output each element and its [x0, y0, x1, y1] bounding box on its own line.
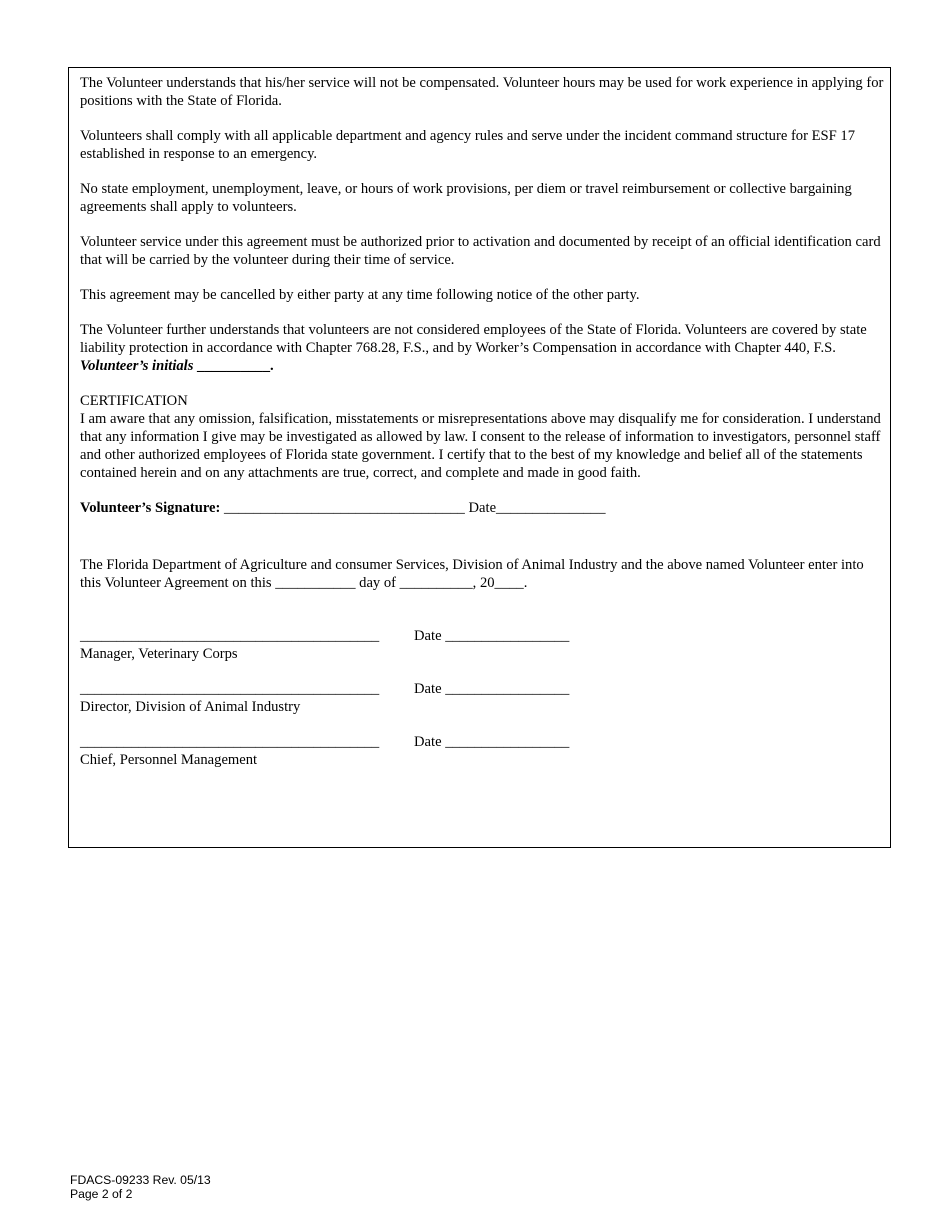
official-signature-manager [80, 627, 885, 680]
compliance-paragraph: Volunteers shall comply with all applicable department and agency rules and serve under the incident command structure for ESF 17 established in response to an emergency. [80, 128, 855, 162]
signatory-title: Director, Division of Animal Industry [80, 699, 301, 715]
volunteer-signature-field[interactable]: _________________________________ Date_______________ [220, 500, 606, 516]
official-signatures [80, 627, 885, 786]
page-number: Page 2 of 2 [70, 1187, 133, 1201]
page-footer [70, 1173, 211, 1201]
initials-blank[interactable]: __________. [193, 358, 274, 374]
signatory-title: Chief, Personnel Management [80, 752, 258, 768]
certification-heading: CERTIFICATION [80, 393, 188, 409]
official-signature-director [80, 680, 885, 733]
agreement-body [80, 74, 885, 786]
liability-text: The Volunteer further understands that volunteers are not considered employees of the State of Florida. Volunteers are covered by state liability protection in accordance with Chapter 768.28, F.S., and by Worker’s Compensation in accordance with Chapter 440, F.S. [80, 322, 867, 356]
date-field[interactable]: Date _________________ [414, 734, 570, 750]
date-field[interactable]: Date _________________ [414, 681, 570, 697]
compensation-paragraph: The Volunteer understands that his/her service will not be compensated. Volunteer hours may be used for work experience in applying for positions with the State of Florida. [80, 75, 884, 109]
authorization-paragraph: Volunteer service under this agreement must be authorized prior to activation and documented by receipt of an official identification card that will be carried by the volunteer during their time of service. [80, 234, 881, 268]
agreement-statement: The Florida Department of Agriculture and consumer Services, Division of Animal Industry and the above named Volunteer enter into this Volunteer Agreement on this ___________ day of __________, 20____. [80, 557, 864, 591]
official-signature-chief [80, 733, 885, 786]
date-field[interactable]: Date _________________ [414, 628, 570, 644]
signature-field[interactable]: _________________________________________ [80, 681, 380, 697]
volunteer-signature-line [80, 499, 885, 517]
signature-field[interactable]: _________________________________________ [80, 734, 380, 750]
initials-label: Volunteer’s initials [80, 358, 194, 374]
volunteer-signature-label: Volunteer’s Signature: [80, 500, 221, 516]
certification-text: I am aware that any omission, falsification, misstatements or misrepresentations above may disqualify me for consideration. I understand that any information I give may be investigated as allowed by law. I consent to the release of information to investigators, personnel staff and other authorized employees of Florida state government. I certify that to the best of my knowledge and belief all of the statements contained herein and on any attachments are true, correct, and complete and made in good faith. [80, 411, 881, 481]
liability-paragraph [80, 321, 885, 375]
signatory-title: Manager, Veterinary Corps [80, 646, 238, 662]
cancellation-paragraph: This agreement may be cancelled by either party at any time following notice of the other party. [80, 287, 640, 303]
form-number: FDACS-09233 Rev. 05/13 [70, 1173, 211, 1187]
provisions-paragraph: No state employment, unemployment, leave, or hours of work provisions, per diem or travel reimbursement or collective bargaining agreements shall apply to volunteers. [80, 181, 852, 215]
signature-field[interactable]: _________________________________________ [80, 628, 380, 644]
